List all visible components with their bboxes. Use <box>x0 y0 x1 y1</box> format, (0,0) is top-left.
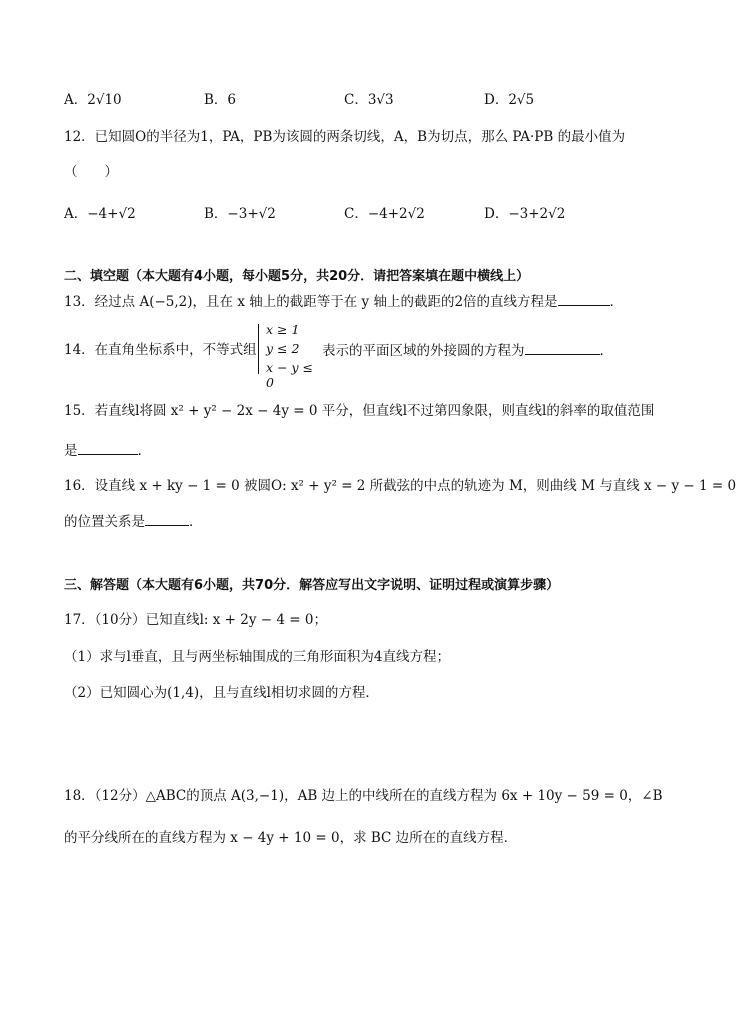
q12-option-b: B．−3+√2 <box>204 206 276 222</box>
q14-brace <box>258 324 261 374</box>
section-3-heading: 三、解答题（本大题有6小题，共70分．解答应写出文字说明、证明过程或演算步骤） <box>64 578 560 593</box>
q11-option-c: C．3√3 <box>344 92 394 108</box>
q11-option-a: A．2√10 <box>64 92 122 108</box>
q12-option-c: C．−4+2√2 <box>344 206 425 222</box>
q13-answer-blank[interactable] <box>558 292 610 306</box>
q18-stem: 18．（12分）△ABC的顶点 A(3,−1)，AB 边上的中线所在的直线方程为 6x + 10y − 59 = 0，∠B <box>64 788 663 804</box>
q17-part-2: （2）已知圆心为(1,4)，且与直线l相切求圆的方程． <box>64 685 379 701</box>
q17-part-1: （1）求与l垂直，且与两坐标轴围成的三角形面积为4直线方程； <box>64 649 450 665</box>
q16-line2-prefix: 的位置关系是 <box>64 514 145 530</box>
q16-end: ． <box>189 514 203 530</box>
q18-line-2: 的平分线所在的直线方程为 x − 4y + 10 = 0，求 BC 边所在的直线方程． <box>64 830 518 846</box>
q15-line2-prefix: 是 <box>64 443 78 459</box>
q14-prefix: 14．在直角坐标系中，不等式组 <box>64 342 257 358</box>
q11-option-d: D．2√5 <box>484 92 535 108</box>
q13 <box>64 292 623 311</box>
q15-answer-blank[interactable] <box>78 441 138 455</box>
q16-answer-blank[interactable] <box>145 512 189 526</box>
q15-line2 <box>64 441 151 460</box>
q15-stem: 15．若直线l将圆 x² + y² − 2x − 4y = 0 平分，但直线l不过第四象限，则直线l的斜率的取值范围 <box>64 403 655 419</box>
q12-option-d: D．−3+2√2 <box>484 206 566 222</box>
q13-text: 13．经过点 A(−5,2)，且在 x 轴上的截距等于在 y 轴上的截距的2倍的直线方程是 <box>64 294 558 310</box>
q15-end: ． <box>137 443 151 459</box>
q12-answer-paren: （ ） <box>64 164 118 180</box>
q13-end: ． <box>609 294 624 310</box>
q14-suffix: 表示的平面区域的外接圆的方程为 <box>322 343 525 359</box>
q14-answer-blank[interactable] <box>525 341 600 355</box>
q14-ineq-3: x − y ≤ 0 <box>266 360 313 390</box>
q11-option-b: B．6 <box>204 92 237 108</box>
q14-ineq-1: x ≥ 1 <box>266 322 300 337</box>
q14-ineq-2: y ≤ 2 <box>266 341 300 356</box>
q14-inequality-system <box>254 322 324 390</box>
q14-suffix-line <box>322 341 613 360</box>
q16-stem: 16．设直线 x + ky − 1 = 0 被圆O: x² + y² = 2 所截弦的中点的轨迹为 M，则曲线 M 与直线 x − y − 1 = 0 <box>64 478 737 494</box>
q12-stem: 12．已知圆O的半径为1，PA，PB为该圆的两条切线，A，B为切点，那么 PA·PB 的最小值为 <box>64 129 626 145</box>
q17-stem: 17．（10分）已知直线l: x + 2y − 4 = 0； <box>64 612 327 628</box>
q12-option-a: A．−4+√2 <box>64 206 136 222</box>
section-2-heading: 二、填空题（本大题有4小题，每小题5分，共20分．请把答案填在题中横线上） <box>64 269 530 284</box>
q14-end: ． <box>599 343 613 359</box>
q16-line2 <box>64 512 203 531</box>
